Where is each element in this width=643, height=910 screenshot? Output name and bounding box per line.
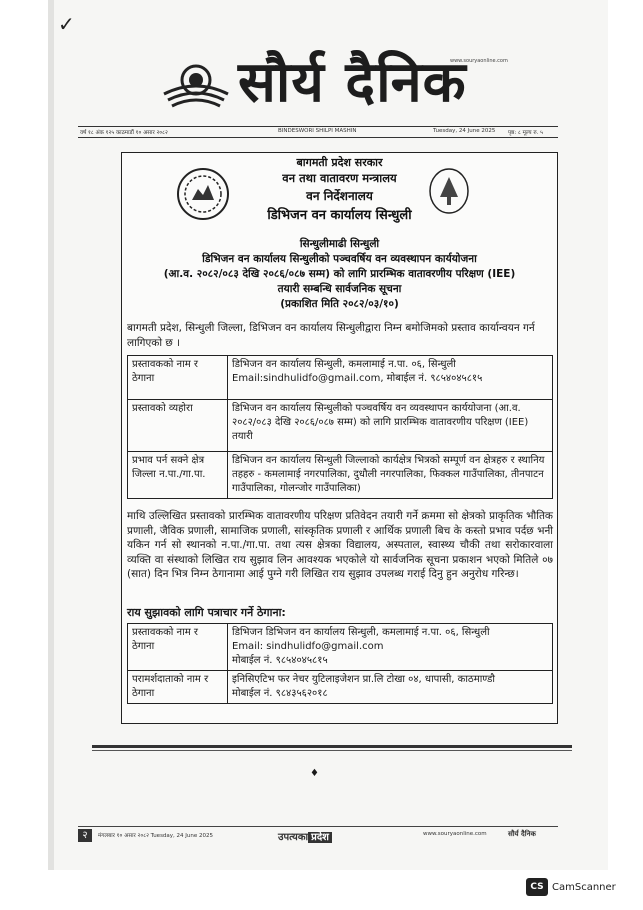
check-mark-icon: ✓ (58, 12, 75, 36)
notice-line-province: बागमती प्रदेश सरकार (296, 156, 383, 169)
table-key: परामर्शदाताको नाम र ठेगाना (128, 671, 228, 704)
masthead-website: www.souryaonline.com (450, 58, 508, 64)
proposer-mobile: मोबाईल नं. ९८५४०४५८१५ (232, 655, 328, 666)
notice-line-directorate: वन निर्देशनालय (306, 189, 373, 203)
notice-line-ministry: वन तथा वातावरण मन्त्रालय (282, 171, 397, 185)
consultant-mobile: मोबाईल नं. ९८४३५६२०१८ (232, 688, 328, 699)
dateline (78, 126, 558, 138)
proposer-email: Email: sindhulidfo@gmail.com (232, 641, 384, 652)
notice-line-subject: तयारी सम्बन्धि सार्वजनिक सूचना (277, 283, 402, 295)
table-row (128, 624, 553, 671)
table-value: डिभिजन वन कार्यालय सिन्धुलीको पञ्चवर्षिय वन व्यवस्थापन कार्ययोजना (आ.व. २०८२/०८३ देखि २०८६/०८७ सम्म) को लागि प्रारम्भिक वातावरणीय परिक्षण (IEE) तयारी (228, 400, 553, 452)
notice-line-plan: डिभिजन वन कार्यालय सिन्धुलीको पञ्चवर्षिय वन व्यवस्थापन कार्ययोजना (202, 253, 477, 265)
table-key: प्रस्तावको व्यहोरा (128, 400, 228, 452)
notice-intro: बागमती प्रदेश, सिन्धुली जिल्ला, डिभिजन वन कार्यालय सिन्धुलीद्वारा निम्न बमोजिमको प्रस्ताव कार्यान्वयन गर्न लागिएको छ । (127, 322, 535, 349)
camscanner-icon: CS (526, 878, 548, 896)
section-part-a: उपत्यका (278, 832, 309, 843)
dateline-right: पृष्ठ: ८ मूल्य रु. ५ (508, 130, 543, 136)
scan-edge (48, 0, 54, 870)
notice-line-period: (आ.व. २०८२/०८३ देखि २०८६/०८७ सम्म) को लागि प्रारम्भिक वातावरणीय परिक्षण (IEE) (163, 268, 516, 280)
section-part-b: प्रदेश (308, 832, 332, 843)
contact-table (127, 623, 553, 704)
notice-line-published: (प्रकाशित मिति २०८२/०३/१०) (280, 298, 399, 310)
notice-line-office: डिभिजन वन कार्यालय सिन्धुली (267, 208, 412, 223)
dateline-center: BINDESWORI SHILPI MASHIN (278, 128, 357, 134)
table-row (128, 452, 553, 499)
page-number: २ (78, 829, 92, 842)
table-key: प्रस्तावकको नाम र ठेगाना (128, 624, 228, 671)
table-row (128, 400, 553, 452)
footer-website: www.souryaonline.com (423, 831, 487, 837)
footer-brand: सौर्य दैनिक (508, 830, 536, 838)
divider (92, 745, 572, 748)
table-row (128, 671, 553, 704)
table-value (228, 671, 553, 704)
address-heading: राय सुझावको लागि पत्राचार गर्ने ठेगाना: (127, 606, 286, 619)
section-name (278, 829, 332, 843)
public-notice (121, 152, 558, 724)
proposal-table (127, 355, 553, 499)
table-value: डिभिजन वन कार्यालय सिन्धुली, कमलामाई न.पा. ०६, सिन्धुली Email:sindhulidfo@gmail.com, मोबाईल नं. ९८५४०४५८१५ (228, 356, 553, 400)
divider (92, 750, 572, 751)
consultant-address: इनिसिएटिभ फर नेचर युटिलाइजेशन प्रा.लि टोखा ०४, धापासी, काठमाण्डौ (232, 674, 495, 685)
table-value: डिभिजन वन कार्यालय सिन्धुली जिल्लाको कार्यक्षेत्र भित्रको सम्पूर्ण वन क्षेत्रहरु र स्थानिय तहहरु - कमलामाई नगरपालिका, दुधौली नगरपालिका, फिक्कल गाउँपालिका, तीनपाटन गाउँपालिका, गोलन्जोर गाउँपालिका) (228, 452, 553, 499)
page-footer (78, 826, 558, 845)
table-row (128, 356, 553, 400)
notice-line-location: सिन्धुलीमाढी सिन्धुली (299, 238, 380, 250)
table-key: प्रभाव पर्न सक्ने क्षेत्र जिल्ला न.पा./गा.पा. (128, 452, 228, 499)
camscanner-label: CamScanner (552, 881, 616, 893)
masthead-title: सौर्य दैनिक (238, 49, 467, 115)
ornament-icon: ♦ (310, 768, 319, 779)
proposer-address: डिभिजन डिभिजन वन कार्यालय सिन्धुली, कमलामाई न.पा. ०६, सिन्धुली (232, 627, 490, 638)
dateline-left: वर्ष १८ अंक १२५ काठमाडौं १० असार २०८२ (80, 130, 168, 136)
notice-body: माथि उल्लिखित प्रस्तावको प्रारम्भिक वातावरणीय परिक्षण प्रतिवेदन तयारी गर्ने क्रममा सो क्षेत्रको प्राकृतिक भौतिक प्रणाली, जैविक प्रणाली, सामाजिक प्रणाली, सांस्कृतिक प्रणाली र आर्थिक प्रणाली बिच के कस्तो प्रभाव पर्दछ भनी यकिन गर्न सो स्थानको न.पा./गा.पा. तथा त्यस क्षेत्रका विद्यालय, अस्पताल, स्वास्थ्य चौकी तथा सरोकारवाला व्यक्ति वा संस्थाको लिखित राय सुझाव लिन आवश्यक भएकोले यो सार्वजनिक सूचना प्रकाशन भएको मितिले ०७ (सात) दिन भित्र निम्न ठेगानामा आई पुग्ने गरी लिखित राय सुझाव उपलब्ध गराई दिनु हुन अनुरोध गरिन्छ। (127, 510, 553, 581)
camscanner-watermark (526, 878, 616, 896)
table-value (228, 624, 553, 671)
dateline-date: Tuesday, 24 June 2025 (433, 128, 496, 134)
footer-date: मंगलबार १० असार २०८२ Tuesday, 24 June 2025 (98, 833, 214, 839)
sourya-logo-icon (160, 58, 232, 108)
table-key: प्रस्तावकको नाम र ठेगाना (128, 356, 228, 400)
